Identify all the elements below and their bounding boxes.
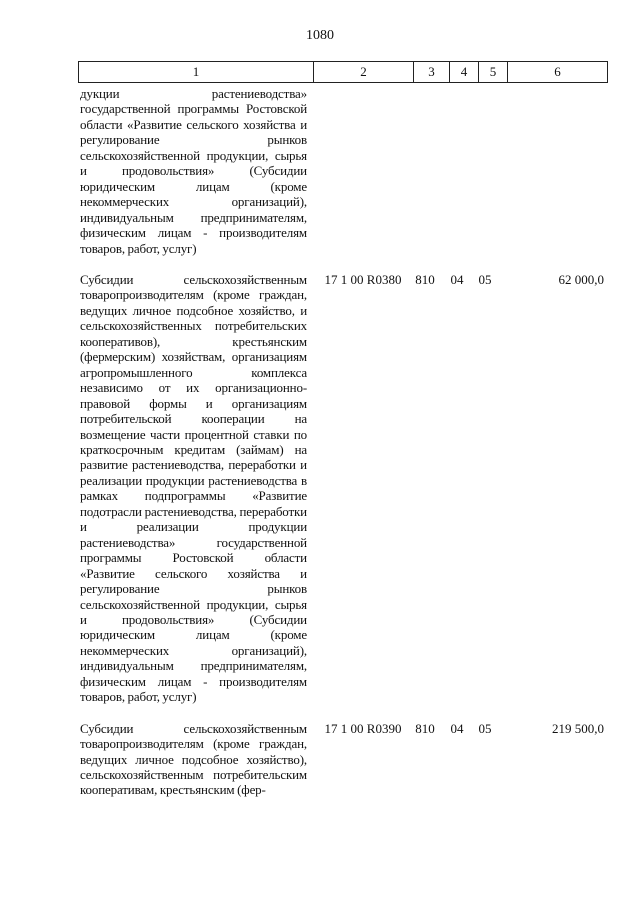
header-col-2: 2 xyxy=(314,62,414,82)
header-col-6: 6 xyxy=(554,64,561,79)
table-row xyxy=(80,721,610,798)
table-row xyxy=(80,86,610,256)
row-subsection: 04 xyxy=(450,271,464,287)
row-section: 810 xyxy=(415,271,435,287)
row-amount: 219 500,0 xyxy=(552,720,604,736)
row-code: 17 1 00 R0380 xyxy=(324,271,402,287)
header-col-1: 1 xyxy=(79,62,314,82)
row-amount: 62 000,0 xyxy=(558,271,604,287)
header-col-5: 5 xyxy=(479,62,508,82)
table-row xyxy=(80,272,610,705)
row-name: Субсидии сельскохозяйственным товаропроизводителям (кроме граждан, ведущих личное подсобное хозяйство), сельскохозяйственным потребительским кооперативам, крестьянским (фер- xyxy=(80,720,307,798)
table-body xyxy=(80,86,610,798)
row-type: 05 xyxy=(478,720,492,736)
row-name: Субсидии сельскохозяйственным товаропроизводителям (кроме граждан, ведущих личное подсобное хозяйство, и сельскохозяйственных потребительских кооперативов), крестьянским (фермерским) хозяйствам, организациям агропромышленного комплекса независимо от их организационно-правовой формы и организациям потребительской кооперации на возмещение части процентной ставки по краткосрочным кредитам (займам) на развитие растениеводства, переработки и реализации продукции растениеводства в рамках подпрограммы «Развитие подотрасли растениеводства, переработки и реализации продукции растениеводства» государственной программы Ростовской области «Развитие сельского хозяйства и регулирование рынков сельскохозяйственной продукции, сырья и продовольствия» (Субсидии юридическим лицам (кроме некоммерческих организаций), индивидуальным предпринимателям, физическим лицам - производителям товаров, работ, услуг) xyxy=(80,271,307,705)
row-name: дукции растениеводства» государственной программы Ростовской области «Развитие сельского хозяйства и регулирование рынков сельскохозяйственной продукции, сырья и продовольствия» (Субсидии юридическим лицам (кроме некоммерческих организаций), индивидуальным предпринимателям, физическим лицам - производителям товаров, работ, услуг) xyxy=(80,86,307,256)
table-header xyxy=(78,61,608,83)
header-col-4: 4 xyxy=(450,62,479,82)
header-col-3: 3 xyxy=(414,62,450,82)
row-subsection: 04 xyxy=(450,720,464,736)
page-number: 1080 xyxy=(306,28,334,43)
row-section: 810 xyxy=(415,720,435,736)
row-code: 17 1 00 R0390 xyxy=(324,720,402,736)
row-type: 05 xyxy=(478,271,492,287)
